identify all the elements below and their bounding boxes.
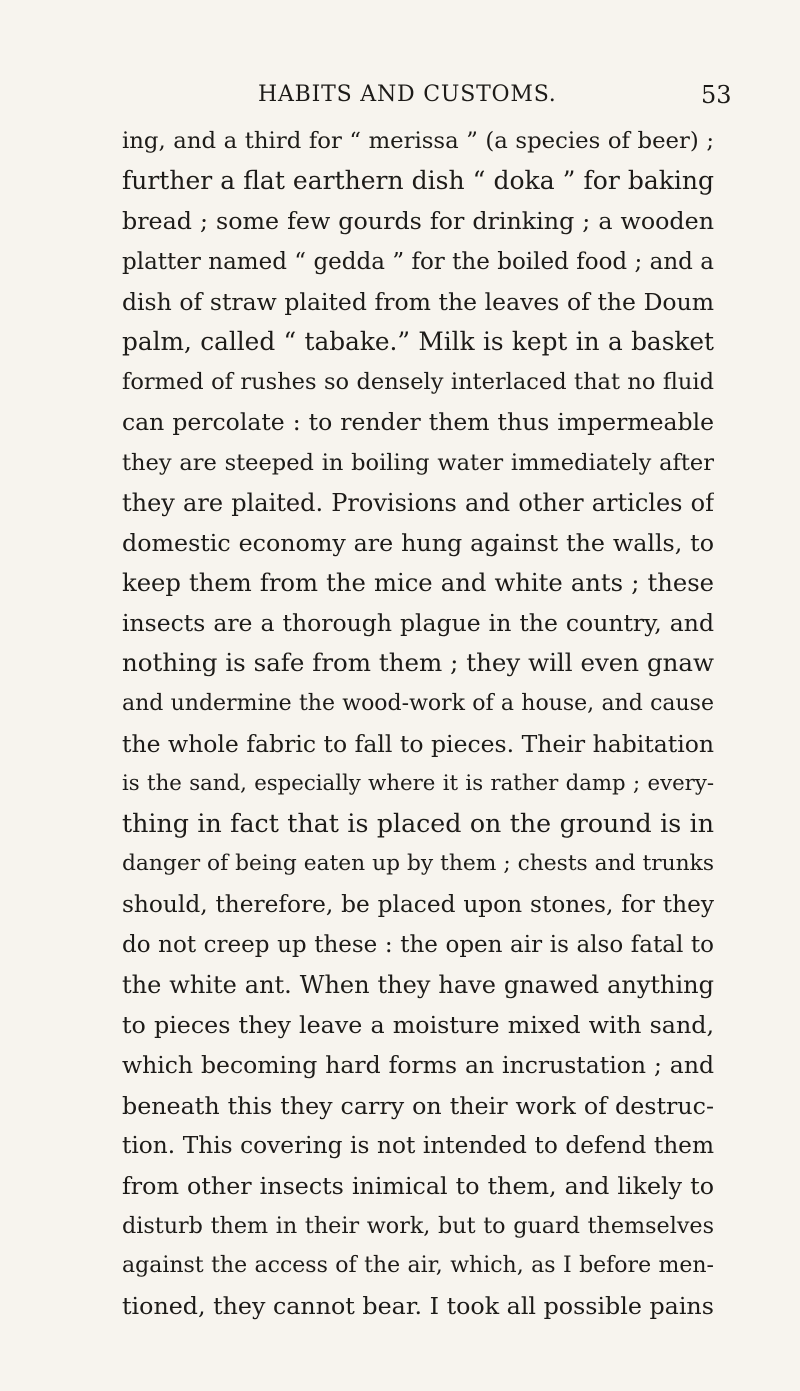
text-line: platter named “ gedda ” for the boiled food ; and a <box>122 248 714 275</box>
text-line: formed of rushes so densely interlaced that no fluid <box>122 369 714 396</box>
text-line: from other insects inimical to them, and likely to <box>122 1171 714 1200</box>
text-line: insects are a thorough plague in the country, and <box>122 609 714 638</box>
text-line: they are steeped in boiling water immediately after <box>122 449 714 476</box>
text-line: nothing is safe from them ; they will even gnaw <box>122 648 714 678</box>
text-line: tioned, they cannot bear. I took all possible pains <box>122 1292 714 1321</box>
text-line: and undermine the wood-work of a house, and cause <box>122 690 714 716</box>
body-text <box>122 121 714 1327</box>
text-line: the white ant. When they have gnawed anything <box>122 970 714 999</box>
text-line: the whole fabric to fall to pieces. Their habitation <box>122 729 714 758</box>
text-line: thing in fact that is placed on the ground is in <box>122 809 714 839</box>
text-line: can percolate : to render them thus impermeable <box>122 408 714 437</box>
text-line: do not creep up these : the open air is also fatal to <box>122 931 714 958</box>
running-header <box>0 78 800 112</box>
text-line: ing, and a third for “ merissa ” (a species of beer) ; <box>122 128 714 154</box>
text-line: beneath this they carry on their work of destruc- <box>122 1091 714 1120</box>
text-line: keep them from the mice and white ants ; these <box>122 568 714 598</box>
text-line: which becoming hard forms an incrustation ; and <box>122 1051 714 1080</box>
text-line: should, therefore, be placed upon stones, for they <box>122 890 714 918</box>
text-line: danger of being eaten up by them ; chests and trunks <box>122 851 714 877</box>
text-line: to pieces they leave a moisture mixed with sand, <box>122 1011 714 1040</box>
text-line: further a flat earthern dish “ doka ” for baking <box>122 166 714 196</box>
text-line: palm, called “ tabake.” Milk is kept in a basket <box>122 326 714 356</box>
text-line: against the access of the air, which, as I before men- <box>122 1253 714 1279</box>
running-head-title: HABITS AND CUSTOMS. <box>258 82 557 107</box>
text-line: disturb them in their work, but to guard themselves <box>122 1213 714 1240</box>
page-number: 53 <box>701 81 732 109</box>
text-line: tion. This covering is not intended to defend them <box>122 1131 714 1159</box>
text-line: dish of straw plaited from the leaves of the Doum <box>122 287 714 316</box>
text-line: they are plaited. Provisions and other articles of <box>122 488 714 517</box>
text-line: domestic economy are hung against the walls, to <box>122 528 714 557</box>
text-line: bread ; some few gourds for drinking ; a wooden <box>122 207 714 236</box>
text-line: is the sand, especially where it is rather damp ; every- <box>122 771 714 796</box>
